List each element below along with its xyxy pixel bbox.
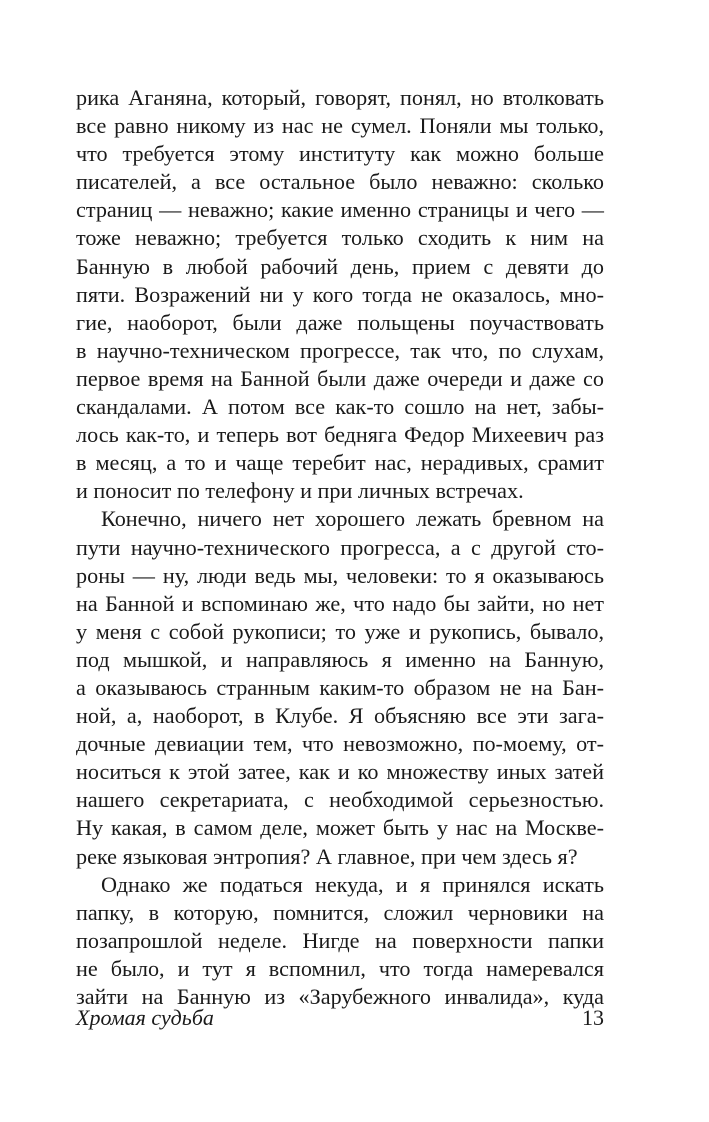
body-text	[76, 84, 604, 1011]
text-line: гие, наоборот, были даже польщены поучаствовать	[76, 309, 604, 335]
text-line: на Банной и вспоминаю же, что надо бы зайти, но нет	[76, 590, 604, 616]
text-line: первое время на Банной были даже очереди и даже со	[76, 365, 604, 391]
text-line: нашего секретариата, с необходимой серьезностью.	[76, 787, 604, 813]
text-line: Конечно, ничего нет хорошего лежать бревном на	[101, 506, 604, 532]
page-number: 13	[582, 1005, 604, 1030]
text-line: пяти. Возражений ни у кого тогда не оказалось, мно-	[76, 281, 604, 307]
text-line: Банную в любой рабочий день, прием с девяти до	[76, 253, 604, 279]
text-line: носиться к этой затее, как и ко множеству иных затей	[76, 759, 604, 785]
text-line: лось как-то, и теперь вот бедняга Федор Михеевич раз	[76, 422, 604, 448]
text-line: не было, и тут я вспомнил, что тогда намеревался	[76, 955, 604, 981]
text-line: рика Аганяна, который, говорят, понял, но втолковать	[76, 85, 604, 110]
text-line: пути научно-технического прогресса, а с другой сто-	[76, 534, 604, 560]
text-line: все равно никому из нас не сумел. Поняли мы только,	[76, 113, 604, 139]
text-line: что требуется этому институту как можно больше	[76, 141, 604, 167]
text-line: в месяц, а то и чаще теребит нас, нерадивых, срамит	[76, 450, 604, 476]
text-line: зайти на Банную из «Зарубежного инвалида», куда	[76, 984, 604, 1009]
text-line: Однако же податься некуда, и я принялся искать	[101, 871, 604, 897]
text-line: и поносит по телефону и при личных встречах.	[76, 478, 524, 504]
text-line: у меня с собой рукописи; то уже и рукопись, бывало,	[76, 618, 604, 644]
running-title: Хромая судьба	[76, 1005, 214, 1030]
text-line: ной, а, наоборот, в Клубе. Я объясняю все эти зага-	[76, 703, 604, 729]
page-footer	[76, 1003, 604, 1033]
text-line: скандалами. А потом все как-то сошло на нет, забы-	[76, 394, 604, 420]
text-line: страниц — неважно; какие именно страницы и чего —	[76, 197, 604, 223]
text-line: дочные девиации тем, что невозможно, по-моему, от-	[76, 731, 604, 757]
text-line: в научно-техническом прогрессе, так что, по слухам,	[76, 337, 604, 363]
text-line: роны — ну, люди ведь мы, человеки: то я оказываюсь	[76, 562, 604, 588]
text-line: позапрошлой неделе. Нигде на поверхности папки	[76, 927, 604, 953]
text-line: папку, в которую, помнится, сложил черновики на	[76, 899, 604, 925]
text-line: писателей, а все остальное было неважно: сколько	[76, 169, 604, 195]
text-line: тоже неважно; требуется только сходить к ним на	[76, 225, 604, 251]
text-line: реке языковая энтропия? А главное, при чем здесь я?	[76, 843, 578, 869]
text-line: под мышкой, и направляюсь я именно на Банную,	[76, 646, 604, 672]
text-line: Ну какая, в самом деле, может быть у нас на Москве-	[76, 815, 604, 841]
text-line: а оказываюсь странным каким-то образом не на Бан-	[76, 674, 604, 700]
